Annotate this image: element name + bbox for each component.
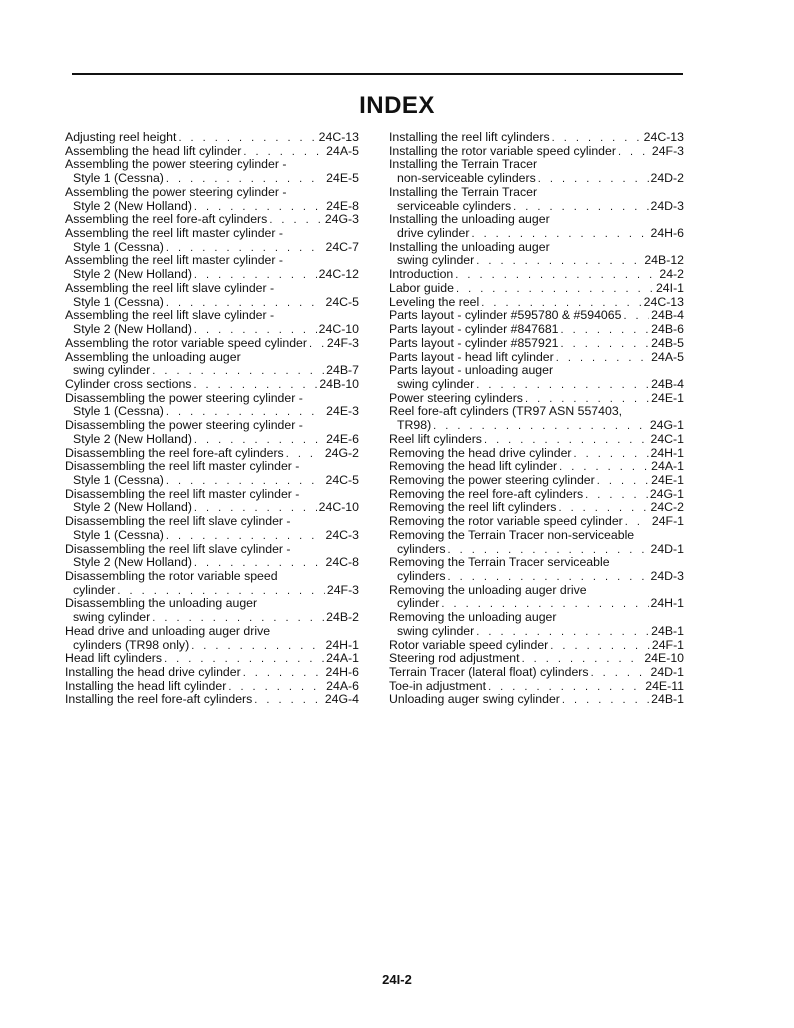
index-entry-text: Removing the reel lift cylinders [389,501,557,515]
dot-leader [585,489,648,502]
index-entry-text: Style 1 (Cessna) [73,473,164,487]
index-entry [389,364,684,378]
index-entry-text: Assembling the reel lift slave cylinder - [65,309,275,323]
dot-leader [448,544,649,557]
index-entry [389,543,684,557]
index-entry-page: 24H-1 [325,638,359,652]
index-entry [65,652,359,666]
index-entry-text: Installing the unloading auger [389,240,550,254]
dot-leader [476,255,642,268]
index-entry-page: 24H-6 [650,227,684,241]
index-entry-text: Disassembling the reel lift slave cylinder - [65,515,291,529]
dot-leader [254,694,323,707]
index-entry-page: 24C-13 [318,131,359,144]
dot-leader [194,269,317,282]
index-entry-page: 24G-2 [324,446,359,460]
dot-leader [488,681,643,694]
index-entry [65,309,359,323]
dot-leader [309,338,325,351]
index-entry-text: Removing the reel fore-aft cylinders [389,487,584,501]
dot-leader [228,681,324,694]
index-entry [389,131,684,145]
index-entry [65,680,359,694]
index-entry-page: 24A-1 [651,460,684,474]
index-entry [65,693,359,707]
index-entry-text: Introduction [389,268,454,282]
index-entry [389,351,684,365]
index-entry-text: Style 1 (Cessna) [73,172,164,186]
index-entry-text: Disassembling the unloading auger [65,597,258,611]
index-entry-text: Installing the head drive cylinder [65,666,241,680]
index-entry-text: Style 2 (New Holland) [73,432,192,446]
index-entry [389,186,684,200]
index-entry [389,515,684,529]
index-entry-text: Installing the unloading auger [389,213,550,227]
dot-leader [471,228,648,241]
index-entry [65,419,359,433]
index-entry-text: Style 2 (New Holland) [73,199,192,213]
index-entry-page: 24D-1 [650,666,684,680]
index-entry [65,543,359,557]
index-entry-text: Parts layout - cylinder #847681 [389,323,559,337]
index-entry-page: 24E-1 [651,391,684,405]
index-column-left [65,131,359,707]
dot-leader [522,653,643,666]
index-entry [65,241,359,255]
index-entry [65,323,359,337]
index-entry-text: Cylinder cross sections [65,377,192,391]
dot-leader [597,475,649,488]
index-entry [389,693,684,707]
index-entry [389,666,684,680]
index-entry-page: 24D-2 [650,172,684,186]
index-entry [389,200,684,214]
dot-leader [178,132,316,145]
dot-leader [455,269,657,282]
index-entry-page: 24A-6 [326,679,359,693]
index-entry-text: Assembling the rotor variable speed cylinder [65,336,307,350]
dot-leader [538,173,649,186]
dot-leader [166,297,324,310]
index-entry-page: 24C-13 [643,131,684,144]
index-entry [389,474,684,488]
index-entry-text: Head drive and unloading auger drive [65,624,271,638]
index-entry-text: swing cylinder [397,624,475,638]
index-entry-page: 24F-3 [326,336,359,350]
index-entry-text: Head lift cylinders [65,652,163,666]
index-entry [389,433,684,447]
dot-leader [476,626,649,639]
dot-leader [194,324,317,337]
index-entry-page: 24B-7 [326,364,359,378]
index-entry-text: Parts layout - unloading auger [389,364,554,378]
index-entry [389,323,684,337]
index-entry-page: 24B-6 [651,323,684,337]
index-entry-text: Removing the unloading auger [389,611,557,625]
index-entry-page: 24C-2 [650,501,684,515]
index-entry-page: 24E-3 [326,405,359,419]
index-entry-text: cylinder [397,597,440,611]
index-entry [389,570,684,584]
dot-leader [448,571,649,584]
index-entry [389,405,684,419]
index-entry-text: Reel fore-aft cylinders (TR97 ASN 557403, [389,405,623,419]
index-entry-text: Leveling the reel [389,295,480,309]
index-entry-text: Style 1 (Cessna) [73,295,164,309]
index-entry-text: Disassembling the reel lift slave cylinder - [65,542,291,556]
index-entry-text: Assembling the reel lift master cylinder - [65,254,284,268]
index-entry-text: TR98) [397,419,432,433]
index-entry-text: Removing the Terrain Tracer non-serviceable [389,528,635,542]
index-entry [65,639,359,653]
index-entry [65,474,359,488]
index-entry [65,254,359,268]
index-entry-page: 24G-1 [649,487,684,501]
index-entry [389,337,684,351]
index-entry-page: 24H-1 [650,446,684,460]
index-entry-page: 24B-1 [651,693,684,707]
index-entry [65,488,359,502]
index-entry-text: Installing the reel fore-aft cylinders [65,693,253,707]
index-entry-page: 24F-3 [326,583,359,597]
index-entry-text: Assembling the reel lift slave cylinder - [65,281,275,295]
index-entry-page: 24E-8 [326,199,359,213]
index-entry-text: Disassembling the reel lift master cylinder - [65,460,300,474]
index-entry [65,501,359,515]
index-entry-text: Parts layout - head lift cylinder [389,350,554,364]
dot-leader [194,557,324,570]
dot-leader [476,379,649,392]
index-entry [65,364,359,378]
index-entry-text: Adjusting reel height [65,131,177,144]
index-entry-page: 24B-12 [644,254,684,268]
index-entry [389,460,684,474]
index-entry-text: Assembling the unloading auger [65,350,241,364]
index-entry-page: 24C-5 [325,473,359,487]
index-entry [65,172,359,186]
index-entry-page: 24H-1 [650,597,684,611]
index-entry [65,351,359,365]
index-entry [65,625,359,639]
dot-leader [525,393,649,406]
index-entry-page: 24D-1 [650,542,684,556]
index-entry-page: 24B-2 [326,611,359,625]
index-entry-page: 24D-3 [650,199,684,213]
index-entry-text: Toe-in adjustment [389,679,487,693]
dot-leader [194,434,324,447]
index-entry-page: 24C-3 [325,528,359,542]
index-entry-text: Rotor variable speed cylinder [389,638,549,652]
index-entry [65,268,359,282]
index-entry [65,529,359,543]
index-entry [65,570,359,584]
index-entry-page: 24C-13 [643,295,684,309]
index-entry-page: 24A-5 [651,350,684,364]
dot-leader [117,585,325,598]
dot-leader [484,434,649,447]
dot-leader [552,132,642,145]
dot-leader [558,502,648,515]
index-entry-text: Installing the rotor variable speed cylinder [389,144,616,158]
index-entry-page: 24C-5 [325,295,359,309]
index-entry-text: cylinders (TR98 only) [73,638,190,652]
index-entry-text: Style 1 (Cessna) [73,528,164,542]
index-entry-text: Removing the power steering cylinder [389,473,595,487]
index-entry-text: Assembling the reel fore-aft cylinders [65,213,268,227]
index-entry-text: Unloading auger swing cylinder [389,693,560,707]
index-entry-page: 24A-1 [326,652,359,666]
index-entry [389,611,684,625]
dot-leader [152,612,324,625]
dot-leader [618,146,650,159]
index-entry [389,378,684,392]
index-entry [389,419,684,433]
index-entry [389,392,684,406]
dot-leader [166,530,324,543]
dot-leader [625,516,650,529]
dot-leader [561,324,650,337]
index-entry-text: Assembling the power steering cylinder - [65,185,287,199]
index-entry-text: swing cylinder [397,254,475,268]
index-entry-text: Assembling the power steering cylinder - [65,158,287,172]
index-entry-text: Steering rod adjustment [389,652,520,666]
index-entry-text: Style 1 (Cessna) [73,240,164,254]
index-entry-page: 24C-12 [318,268,359,282]
index-entry-page: 24F-1 [651,638,684,652]
page-number: 24I-2 [382,972,412,987]
index-entry-text: drive cylinder [397,227,470,241]
dot-leader [166,406,324,419]
index-entry [389,309,684,323]
index-entry-page: 24A-5 [326,144,359,158]
index-entry-text: Removing the head lift cylinder [389,460,558,474]
dot-leader [433,420,648,433]
index-entry-page: 24E-5 [326,172,359,186]
index-entry [389,584,684,598]
index-entry-page: 24G-4 [324,693,359,707]
index-entry-page: 24-2 [659,268,684,282]
index-entry-page: 24G-1 [649,419,684,433]
index-entry [65,200,359,214]
index-entry-text: Style 2 (New Holland) [73,556,192,570]
index-entry-text: Style 2 (New Holland) [73,268,192,282]
index-entry [65,392,359,406]
index-entry-text: serviceable cylinders [397,199,512,213]
index-entry [389,227,684,241]
dot-leader [456,283,654,296]
index-entry [389,145,684,159]
index-entry [65,213,359,227]
index-entry-text: Style 2 (New Holland) [73,323,192,337]
index-entry-text: Style 2 (New Holland) [73,501,192,515]
dot-leader [191,640,323,653]
index-entry [389,268,684,282]
dot-leader [152,365,324,378]
index-entry-page: 24C-7 [325,240,359,254]
index-entry-text: Labor guide [389,281,454,295]
dot-leader [286,448,323,461]
index-entry-page: 24C-8 [325,556,359,570]
index-entry-text: swing cylinder [73,364,151,378]
index-entry [65,405,359,419]
dot-leader [513,201,648,214]
index-entry [389,501,684,515]
index-entry-text: Disassembling the reel lift master cylinder - [65,487,300,501]
top-rule [72,73,683,75]
index-entry-page: 24B-5 [651,336,684,350]
index-entry-text: swing cylinder [73,611,151,625]
index-entry [65,158,359,172]
dot-leader [194,201,324,214]
index-entry [389,556,684,570]
index-entry [65,378,359,392]
index-entry [65,584,359,598]
index-entry [65,666,359,680]
index-entry-text: Installing the head lift cylinder [65,679,227,693]
index-entry [65,282,359,296]
index-entry-page: 24C-10 [318,501,359,515]
index-entry [389,652,684,666]
index-entry-page: 24E-10 [644,652,684,666]
dot-leader [441,598,648,611]
index-entry-text: Removing the Terrain Tracer serviceable [389,556,610,570]
dot-leader [243,667,324,680]
index-entry [65,227,359,241]
dot-leader [243,146,324,159]
index-entry-page: 24E-6 [326,432,359,446]
index-entry-text: Removing the unloading auger drive [389,583,587,597]
index-entry [65,296,359,310]
index-entry [65,186,359,200]
index-entry-text: Reel lift cylinders [389,432,482,446]
index-entry-page: 24B-4 [651,309,684,323]
index-entry-page: 24E-11 [645,679,684,693]
index-entry-page: 24F-3 [651,144,684,158]
dot-leader [164,653,324,666]
index-entry-text: Parts layout - cylinder #857921 [389,336,559,350]
index-entry-text: Removing the rotor variable speed cylinder [389,515,623,529]
index-entry [389,488,684,502]
index-entry-text: Disassembling the power steering cylinder - [65,419,303,433]
index-entry-page: 24I-1 [655,281,684,295]
index-entry-text: Installing the reel lift cylinders [389,131,550,144]
dot-leader [562,694,649,707]
index-entry-text: cylinders [397,542,446,556]
index-entry-text: Assembling the reel lift master cylinder - [65,227,284,241]
dot-leader [269,214,323,227]
index-entry [65,447,359,461]
index-entry [389,241,684,255]
index-entry-text: Installing the Terrain Tracer [389,185,538,199]
index-entry [389,639,684,653]
index-entry [65,433,359,447]
index-entry-text: non-serviceable cylinders [397,172,536,186]
index-entry-text: Style 1 (Cessna) [73,405,164,419]
dot-leader [194,502,317,515]
index-entry [389,296,684,310]
dot-leader [561,338,650,351]
dot-leader [481,297,641,310]
index-entry-text: cylinders [397,570,446,583]
page-title: INDEX [359,92,435,119]
index-entry [389,282,684,296]
index-entry-text: swing cylinder [397,377,475,391]
dot-leader [166,173,324,186]
index-entry [389,158,684,172]
index-entry-page: 24G-3 [324,213,359,227]
index-entry-page: 24C-10 [318,323,359,337]
dot-leader [166,242,324,255]
index-entry-page: 24B-10 [319,377,359,391]
index-entry [389,625,684,639]
index-entry-page: 24D-3 [650,570,684,583]
index-entry [65,597,359,611]
index-entry-text: Removing the head drive cylinder [389,446,572,460]
index-entry [65,556,359,570]
index-entry [65,145,359,159]
index-entry-text: Parts layout - cylinder #595780 & #594065 [389,309,622,323]
index-entry [389,447,684,461]
index-entry [65,460,359,474]
index-entry [389,597,684,611]
index-entry [389,680,684,694]
index-entry [65,337,359,351]
index-entry-text: cylinder [73,583,116,597]
index-entry-page: 24C-1 [650,432,684,446]
index-entry [389,529,684,543]
index-entry-text: Disassembling the rotor variable speed [65,570,278,583]
index-entry [65,611,359,625]
index-entry-text: Power steering cylinders [389,391,523,405]
dot-leader [556,352,649,365]
index-entry-page: 24E-1 [651,473,684,487]
index-entry [65,131,359,145]
dot-leader [550,640,650,653]
dot-leader [574,448,649,461]
index-entry-page: 24B-1 [651,624,684,638]
index-entry-page: 24H-6 [325,666,359,680]
index-column-right [389,131,684,707]
dot-leader [591,667,649,680]
index-entry [65,515,359,529]
dot-leader [166,475,324,488]
index-entry [389,213,684,227]
index-entry-page: 24B-4 [651,377,684,391]
dot-leader [559,461,649,474]
index-entry-page: 24F-1 [651,515,684,529]
index-entry [389,172,684,186]
index-entry-text: Assembling the head lift cylinder [65,144,242,158]
dot-leader [193,379,317,392]
index-entry-text: Disassembling the reel fore-aft cylinders [65,446,284,460]
index-entry [389,254,684,268]
dot-leader [623,310,649,323]
index-entry-text: Disassembling the power steering cylinder - [65,391,303,405]
index-entry-text: Installing the Terrain Tracer [389,158,538,172]
index-entry-text: Terrain Tracer (lateral float) cylinders [389,666,589,680]
